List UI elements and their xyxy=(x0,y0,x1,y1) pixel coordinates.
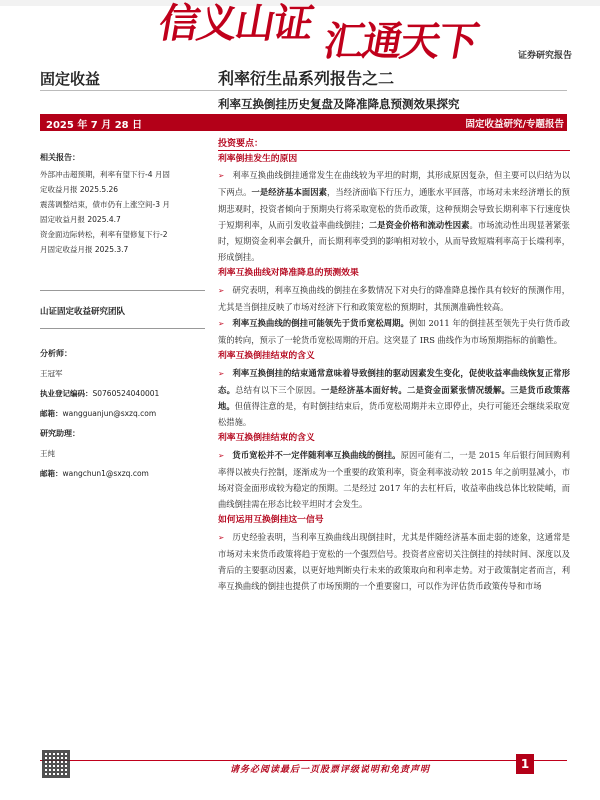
related-report-2-title: 震荡调整结束，债市仍有上涨空间-3 月 xyxy=(40,200,170,209)
related-report-3-title: 资金面边际转松，利率有望修复下行-2 xyxy=(40,230,168,239)
section-2-paragraph-2 xyxy=(218,315,570,348)
section-3-paragraph xyxy=(218,365,570,431)
analyst-name: 王冠军 xyxy=(40,369,63,378)
section-heading-4: 利率互换倒挂结束的含义 xyxy=(218,433,315,444)
s1-bold-2: 二是资金价格和流动性因素 xyxy=(368,219,470,230)
brand-logo-part-a: 信义山证 xyxy=(155,1,316,47)
related-label: 相关报告： xyxy=(40,153,80,162)
s5-text-1: 历史经验表明，当利率互换曲线出现倒挂时，尤其是伴随经济基本面走弱的迹象，这通常是市场对未来货币政策将趋于宽松的一个强烈信号。投资者应密切关注倒挂的持续时间、深度以及背后的主要驱动因素，以更好地判断央行未来的政策取向和利率走势。对于政策制定者而言，利率互换曲线的倒挂也提供了市场预期的一个重要窗口，可以作为评估货币政策传导和市场 xyxy=(218,531,570,592)
s1-text-3: 。市场流动性出现显著紧张时，短期资金利率会飙升，而长期利率受到的影响相对较小，从而导致短端利率高于长端利率，形成倒挂。 xyxy=(218,219,570,263)
bullet-arrow-icon: ➢ xyxy=(218,368,225,378)
related-report-1-date: 定收益月报 2025.5.26 xyxy=(40,185,119,194)
assistant-label: 研究助理： xyxy=(40,429,80,438)
assistant-email[interactable]: wangchun1@sxzq.com xyxy=(62,469,149,478)
s2-text-2: 例如 2011 年的倒挂甚至领先于央行货币政策的转向，预示了一轮货币宽松周期的开启。这突显了 IRS 曲线作为市场预期指标的前瞻性。 xyxy=(218,318,570,346)
bullet-arrow-icon: ➢ xyxy=(218,285,225,295)
related-report-1-title: 外部冲击超预期，利率有望下行-4 月固 xyxy=(40,170,170,179)
page-number: 1 xyxy=(516,754,534,774)
section-5-paragraph xyxy=(218,529,570,595)
bullet-arrow-icon: ➢ xyxy=(218,532,225,542)
related-report-2[interactable] xyxy=(40,197,205,227)
report-category: 固定收益研究/专题报告 xyxy=(465,119,564,130)
s3-text-1: 总结有以下三个原因。 xyxy=(235,384,322,395)
related-reports xyxy=(40,150,205,257)
related-report-1[interactable] xyxy=(40,167,205,197)
report-type: 证券研究报告 xyxy=(517,51,572,61)
section-1-paragraph xyxy=(218,167,570,265)
bullet-arrow-icon: ➢ xyxy=(218,171,225,181)
section-4-paragraph xyxy=(218,447,570,513)
divider xyxy=(40,90,567,91)
s4-text-1: 原因可能有二，一是 2015 年后银行间回购利率得以被央行控制，逐渐成为一个重要的政策利率，资金利率波动较 2015 年之前明显减小，市场对资金面形成较为稳定的预期。二是经过 2017 年的去杠杆后，收益率曲线总体比较陡峭，而曲线倒挂需在形态比较平坦时才会发生。 xyxy=(218,449,570,510)
assistant-email-row xyxy=(40,466,205,481)
bullet-arrow-icon: ➢ xyxy=(218,319,225,329)
related-report-2-date: 固定收益月报 2025.4.7 xyxy=(40,215,121,224)
related-report-3[interactable] xyxy=(40,227,205,257)
assistant-name: 王纯 xyxy=(40,449,55,458)
section-2-paragraph-1 xyxy=(218,282,570,315)
license-code: S0760524040001 xyxy=(92,389,160,398)
section-heading-3: 利率互换倒挂结束的含义 xyxy=(218,351,315,362)
s1-bold-1: 一是经济基本面因素 xyxy=(251,187,327,198)
s2-text-1: 研究表明，利率互换曲线的倒挂在多数情况下对央行的降准降息操作具有较好的预测作用，尤其是当倒挂反映了市场对经济下行和政策宽松的预期时，其预测准确性较高。 xyxy=(218,284,570,312)
sidebar-divider xyxy=(40,290,205,291)
email-label: 邮箱： xyxy=(40,409,63,418)
s4-bold-1: 货币宽松并不一定伴随利率互换曲线的倒挂。 xyxy=(232,449,401,460)
analyst-block xyxy=(40,346,205,481)
disclaimer-note[interactable]: 请务必阅读最后一页股票评级说明和免责声明 xyxy=(230,765,431,775)
s3-text-2: 但值得注意的是，有时倒挂结束后，货币宽松周期并未立即停止，央行可能还会继续采取宽松措施。 xyxy=(218,401,570,428)
section-heading-5: 如何运用互换倒挂这一信号 xyxy=(218,515,324,526)
analyst-email[interactable]: wangguanjun@sxzq.com xyxy=(62,409,157,418)
analyst-label: 分析师： xyxy=(40,349,72,358)
analyst-email-row xyxy=(40,406,205,421)
report-subtitle: 利率互换倒挂历史复盘及降准降息预测效果探究 xyxy=(218,97,460,111)
bullet-arrow-icon: ➢ xyxy=(218,450,225,460)
key-points-heading: 投资要点： xyxy=(218,139,264,149)
series-title: 利率衍生品系列报告之二 xyxy=(218,69,395,88)
main-body xyxy=(218,151,570,594)
team-name: 山证固定收益研究团队 xyxy=(40,307,126,317)
license-row xyxy=(40,386,205,401)
report-date: 2025 年 7 月 28 日 xyxy=(46,120,143,131)
s3-bold-2: 一是经济基本面好转。二是资金面紧张情况缓解。三是货币政策落地。 xyxy=(218,384,570,412)
sidebar-divider-2 xyxy=(40,328,205,329)
related-report-3-date: 月固定收益月报 2025.3.7 xyxy=(40,245,129,254)
section-heading-2: 利率互换曲线对降准降息的预测效果 xyxy=(218,268,359,279)
s3-bold-1: 利率互换倒挂的结束通常意味着导致倒挂的驱动因素发生变化，促使收益率曲线恢复正常形态。 xyxy=(218,367,570,395)
s2-bold-1: 利率互换曲线的倒挂可能领先于货币宽松周期。 xyxy=(232,318,409,329)
section-label: 固定收益 xyxy=(40,70,101,88)
s1-text-1: 利率互换曲线倒挂通常发生在曲线较为平坦的时期，其形成原因复杂，但主要可以归结为以下两点。 xyxy=(218,170,570,198)
footer-rule xyxy=(40,760,567,761)
section-heading-1: 利率倒挂发生的原因 xyxy=(218,154,298,164)
email-label-2: 邮箱： xyxy=(40,469,63,478)
license-label: 执业登记编码： xyxy=(40,389,93,398)
brand-logo-part-b: 汇通天下 xyxy=(320,19,481,65)
qr-code-icon xyxy=(42,750,70,778)
s1-text-2: ，当经济面临下行压力，通胀水平回落，市场对未来经济增长的预期悲观时，投资者倾向于预期央行将采取宽松的货币政策，这种预期会导致长期利率下行速度快于短期利率，从而引发收益率曲线倒挂； xyxy=(218,187,570,230)
